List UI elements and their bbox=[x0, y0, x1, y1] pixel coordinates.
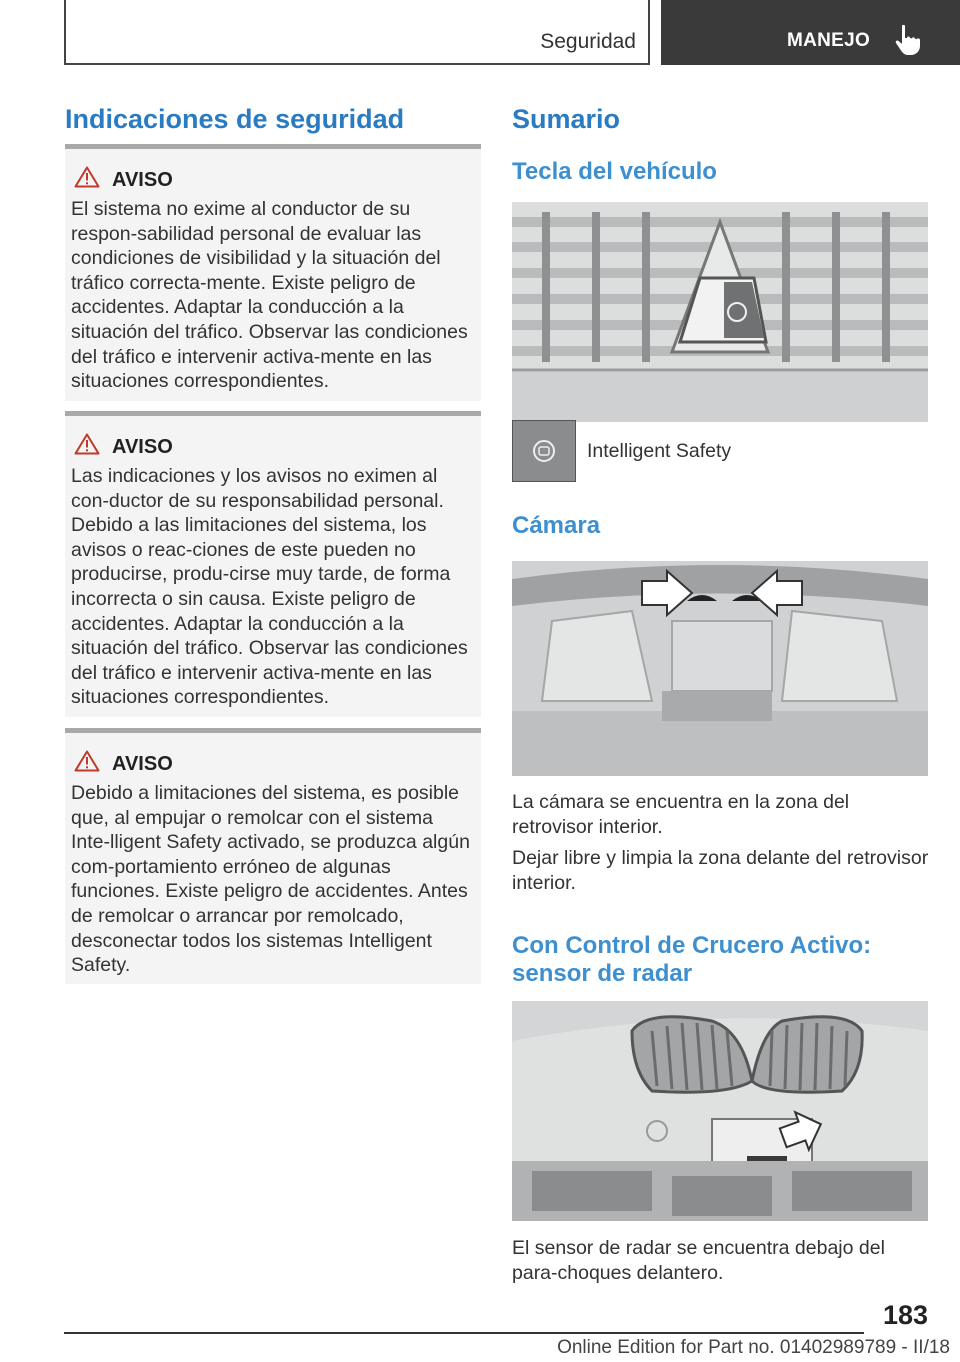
interior-illustration bbox=[512, 561, 928, 776]
footer-edition: Online Edition for Part no. 01402989789 - II/18 bbox=[557, 1337, 950, 1358]
warning-box-2 bbox=[65, 411, 481, 717]
camera-figure bbox=[512, 561, 928, 776]
camera-text-2: Dejar libre y limpia la zona delante del retrovisor interior. bbox=[512, 847, 929, 894]
radar-text: El sensor de radar se encuentra debajo del para-choques delantero. bbox=[512, 1237, 885, 1284]
right-title: Sumario bbox=[512, 104, 621, 134]
camera-text-1: La cámara se encuentra en la zona del retrovisor interior. bbox=[512, 791, 850, 838]
warning-triangle-icon bbox=[74, 166, 100, 188]
intelligent-safety-symbol bbox=[512, 420, 576, 482]
camera-heading: Cámara bbox=[512, 512, 601, 539]
warning-label: AVISO bbox=[112, 169, 173, 191]
warning-text: Debido a limitaciones del sistema, es posible que, al empujar o remolcar con el sistema Inte-lligent Safety activado, se produzca algún com-portamiento erróneo de algunas funciones. Existe peligro de accidentes. Antes de remolcar o arrancar por remolcado, desconectar todos los sistemas Intelligent Safety. bbox=[71, 782, 470, 977]
bumper-illustration bbox=[512, 1001, 928, 1221]
warning-label: AVISO bbox=[112, 436, 173, 458]
header-section-label: Seguridad bbox=[540, 30, 636, 53]
header-chapter-label: MANEJO bbox=[787, 30, 871, 51]
radar-heading-line2: sensor de radar bbox=[512, 960, 693, 987]
vehicle-button-figure bbox=[512, 202, 928, 422]
safety-button-icon bbox=[513, 421, 575, 481]
warning-label: AVISO bbox=[112, 753, 173, 775]
vehicle-button-heading: Tecla del vehículo bbox=[512, 158, 717, 185]
warning-triangle-icon bbox=[74, 433, 100, 455]
warning-triangle-icon bbox=[74, 750, 100, 772]
header-section-tab bbox=[64, 0, 650, 65]
footer-divider bbox=[64, 1332, 864, 1334]
radar-heading-line1: Con Control de Crucero Activo: bbox=[512, 932, 872, 959]
warning-text: Las indicaciones y los avisos no eximen al con-ductor de su responsabilidad personal. Debido a las limitaciones del sistema, los avisos o reac-ciones de este pueden no producirse, produ-cirse muy tarde, de forma incorrecta o sin causa. Existe peligro de accidentes. Adaptar la conducción a la situación del tráfico. Observar las condiciones del tráfico e intervenir activa-mente en las situaciones correspondientes. bbox=[71, 465, 468, 709]
warning-text: El sistema no exime al conductor de su respon-sabilidad personal de evaluar las condiciones de visibilidad y la situación del tráfico correcta-mente. Existe peligro de accidentes. Adaptar la conducción a la situación del tráfico. Observar las condiciones del tráfico e intervenir activa-mente en las situaciones correspondientes. bbox=[71, 198, 468, 393]
page-number: 183 bbox=[882, 1300, 928, 1330]
warning-box-3 bbox=[65, 728, 481, 984]
grille-illustration bbox=[512, 202, 928, 422]
intelligent-safety-label: Intelligent Safety bbox=[587, 440, 732, 462]
left-title: Indicaciones de seguridad bbox=[65, 104, 405, 134]
radar-figure bbox=[512, 1001, 928, 1221]
hand-pointer-icon bbox=[893, 24, 923, 56]
warning-box-1 bbox=[65, 144, 481, 401]
